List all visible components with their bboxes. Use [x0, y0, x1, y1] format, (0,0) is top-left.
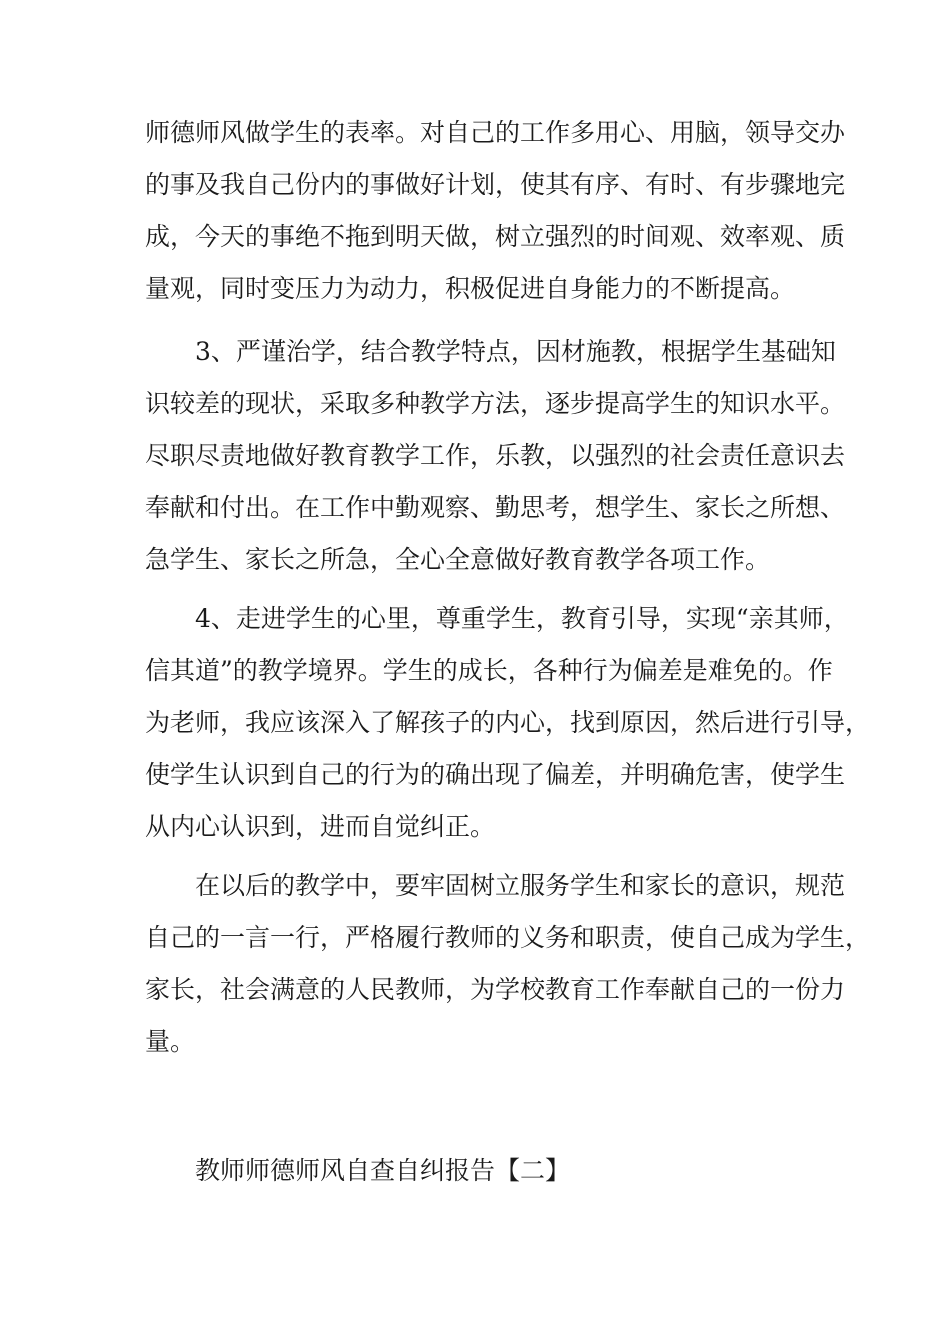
paragraph-conclusion — [145, 860, 871, 1068]
text-line: 识较差的现状，采取多种教学方法，逐步提高学生的知识水平。 — [145, 389, 846, 418]
text-line: 信其道”的教学境界。学生的成长，各种行为偏差是难免的。作 — [145, 656, 833, 685]
text-line: 家长，社会满意的人民教师，为学校教育工作奉献自己的一份力 — [145, 975, 846, 1004]
paragraph-continuation — [145, 107, 846, 315]
paragraph-item-3 — [145, 326, 846, 586]
text-line: 自己的一言一行，严格履行教师的义务和职责，使自己成为学生， — [145, 923, 871, 952]
text-line: 急学生、家长之所急，全心全意做好教育教学各项工作。 — [145, 545, 771, 574]
text-line: 量。 — [145, 1027, 196, 1056]
text-line: 奉献和付出。在工作中勤观察、勤思考，想学生、家长之所想、 — [145, 493, 846, 522]
text-line: 在以后的教学中，要牢固树立服务学生和家长的意识，规范 — [195, 871, 846, 900]
text-line: 4、走进学生的心里，尊重学生，教育引导，实现“亲其师， — [195, 604, 849, 633]
text-line: 为老师，我应该深入了解孩子的内心，找到原因，然后进行引导， — [145, 708, 871, 737]
text-line: 从内心认识到，进而自觉纠正。 — [145, 812, 496, 841]
text-line: 3、严谨治学，结合教学特点，因材施教，根据学生基础知 — [195, 337, 836, 366]
text-line: 成，今天的事绝不拖到明天做，树立强烈的时间观、效率观、质 — [145, 222, 846, 251]
text-line: 量观，同时变压力为动力，积极促进自身能力的不断提高。 — [145, 274, 796, 303]
paragraph-item-4 — [145, 593, 871, 853]
section-heading: 教师师德师风自查自纠报告【二】 — [195, 1156, 571, 1185]
text-line: 尽职尽责地做好教育教学工作，乐教，以强烈的社会责任意识去 — [145, 441, 846, 470]
text-line: 师德师风做学生的表率。对自己的工作多用心、用脑，领导交办 — [145, 118, 846, 147]
text-line: 的事及我自己份内的事做好计划，使其有序、有时、有步骤地完 — [145, 170, 846, 199]
text-line: 使学生认识到自己的行为的确出现了偏差，并明确危害，使学生 — [145, 760, 846, 789]
